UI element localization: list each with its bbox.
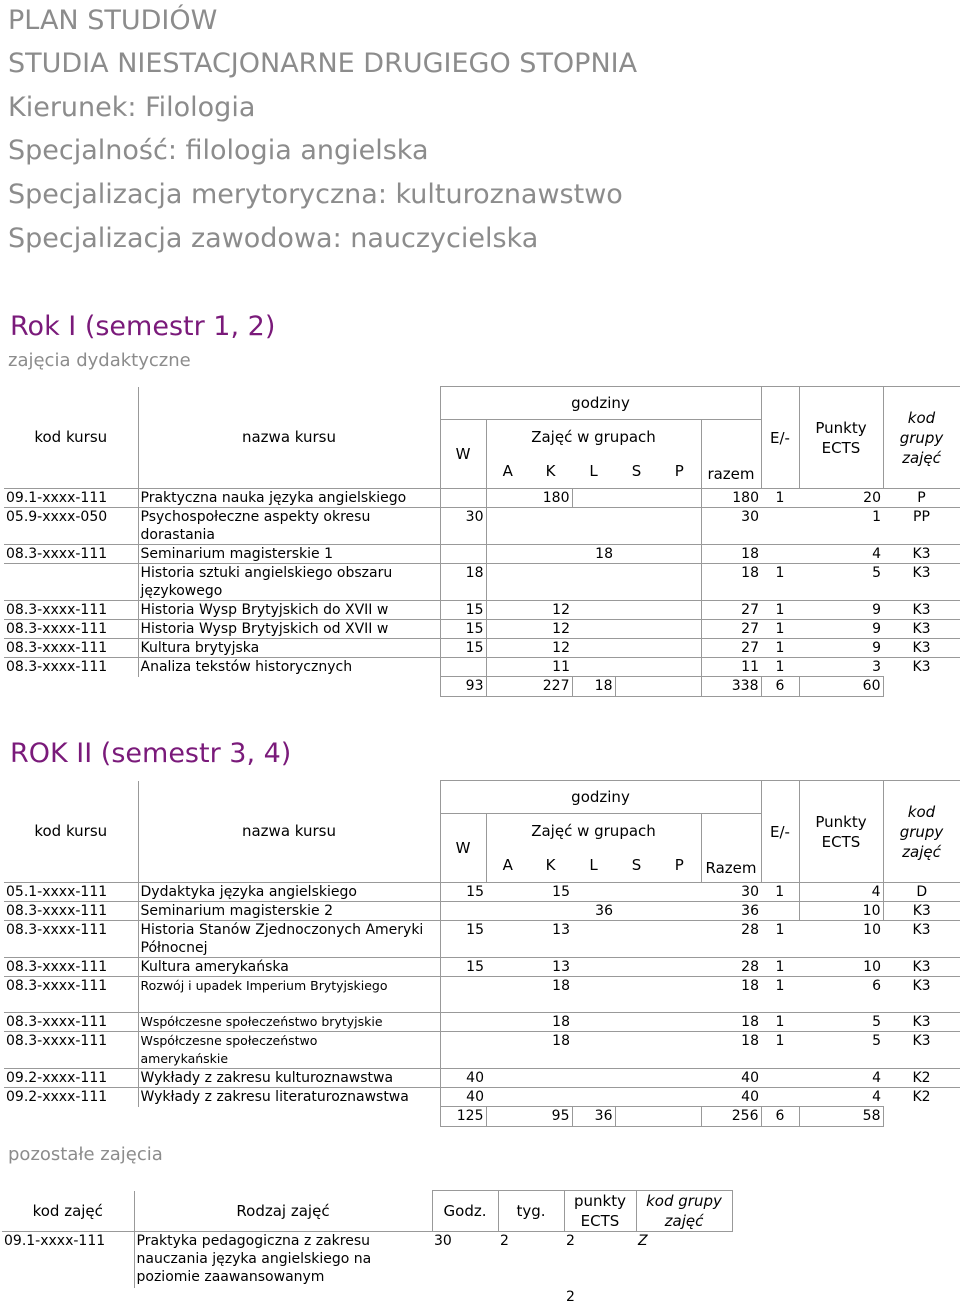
ects-cell: 10: [799, 921, 883, 958]
table-row: [4, 489, 960, 508]
s-cell: [615, 489, 658, 508]
ects-cell: 9: [799, 601, 883, 620]
ects-cell: 5: [799, 564, 883, 601]
ects-cell: 10: [799, 958, 883, 977]
p-cell: [658, 620, 701, 639]
e-cell: [761, 545, 799, 564]
w-cell: 40: [440, 1069, 486, 1088]
kod-cell: 05.9-xxxx-050: [4, 508, 138, 545]
razem-cell: 11: [701, 658, 761, 677]
rodzaj-cell: Praktyka pedagogiczna z zakresu nauczania języka angielskiego na poziomie zaawansowanym: [134, 1232, 432, 1288]
p-cell: [658, 902, 701, 921]
ects-cell: 4: [799, 1088, 883, 1107]
s-cell: [615, 545, 658, 564]
grupa-cell: K3: [883, 958, 960, 977]
s-cell: [615, 658, 658, 677]
a-cell: 15: [486, 883, 572, 902]
other-title: pozostałe zajęcia: [8, 1144, 163, 1165]
grupa-cell: K3: [883, 1013, 960, 1032]
a-cell: 180: [486, 489, 572, 508]
a-cell: 18: [486, 1032, 572, 1069]
table-row: [4, 977, 960, 1013]
razem-cell: 40: [701, 1088, 761, 1107]
grupa-cell: PP: [883, 508, 960, 545]
e-cell: 1: [761, 564, 799, 601]
s-cell: [615, 620, 658, 639]
grupa-cell: D: [883, 883, 960, 902]
other-table: [2, 1190, 733, 1306]
grupa-cell: K3: [883, 902, 960, 921]
col-godziny: godziny: [440, 781, 761, 814]
razem-cell: 36: [701, 902, 761, 921]
ects-cell: 10: [799, 902, 883, 921]
kod-cell: 08.3-xxxx-111: [4, 658, 138, 677]
col-razem: razem: [701, 420, 761, 489]
razem-cell: 18: [701, 977, 761, 1013]
nazwa-cell: Współczesne społeczeństwo brytyjskie: [138, 1013, 440, 1032]
p-cell: [658, 977, 701, 1013]
p-cell: [658, 658, 701, 677]
nazwa-cell: Wykłady z zakresu literaturoznawstwa: [138, 1088, 440, 1107]
total-ects: 58: [799, 1107, 883, 1127]
year1-subtitle: zajęcia dydaktyczne: [8, 350, 191, 371]
e-cell: 1: [761, 1032, 799, 1069]
grupa-cell: K2: [883, 1069, 960, 1088]
kod-cell: 05.1-xxxx-111: [4, 883, 138, 902]
e-cell: 1: [761, 958, 799, 977]
ects-cell: 9: [799, 620, 883, 639]
col-ects: punkty ECTS: [564, 1191, 636, 1232]
col-w: W: [440, 420, 486, 489]
table-row: [4, 902, 960, 921]
col-zajec-w-grupach: Zajęć w grupach: [486, 814, 701, 848]
col-kod-grupy: kod grupy zajęć: [883, 781, 960, 883]
table-row: [4, 921, 960, 958]
razem-cell: 180: [701, 489, 761, 508]
total-ects: 2: [566, 1288, 575, 1305]
s-cell: [615, 921, 658, 958]
kod-cell: [4, 564, 138, 601]
a-cell: [486, 508, 572, 545]
kod-cell: 08.3-xxxx-111: [4, 639, 138, 658]
col-p: P: [658, 848, 701, 883]
col-kod-grupy: kod grupy zajęć: [883, 387, 960, 489]
p-cell: [658, 545, 701, 564]
totals-row: [4, 677, 960, 697]
a-cell: [486, 1069, 572, 1088]
l-cell: [572, 958, 615, 977]
p-cell: [658, 1013, 701, 1032]
col-a: A: [502, 855, 513, 874]
l-cell: [572, 620, 615, 639]
col-rodzaj-zajec: Rodzaj zajęć: [134, 1191, 432, 1232]
razem-cell: 18: [701, 564, 761, 601]
ects-cell: 20: [799, 489, 883, 508]
ects-cell: 3: [799, 658, 883, 677]
ects-cell: 5: [799, 1032, 883, 1069]
p-cell: [658, 639, 701, 658]
a-cell: 18: [486, 977, 572, 1013]
e-cell: 1: [761, 489, 799, 508]
e-cell: [761, 508, 799, 545]
e-cell: 1: [761, 639, 799, 658]
nazwa-cell: Historia Stanów Zjednoczonych Ameryki Północnej: [138, 921, 440, 958]
grupa-cell: K3: [883, 977, 960, 1013]
totals-row: [4, 1107, 960, 1127]
p-cell: [658, 1088, 701, 1107]
table-row: [4, 1032, 960, 1069]
col-egzamin: E/-: [761, 387, 799, 489]
header-line-4: Specjalność: filologia angielska: [8, 135, 429, 166]
e-cell: [761, 1088, 799, 1107]
p-cell: [658, 489, 701, 508]
l-cell: [572, 1069, 615, 1088]
nazwa-cell: Psychospołeczne aspekty okresu dorastania: [138, 508, 440, 545]
w-cell: 15: [440, 639, 486, 658]
kod-cell: 08.3-xxxx-111: [4, 620, 138, 639]
s-cell: [615, 883, 658, 902]
col-s: S: [631, 855, 642, 874]
l-cell: [572, 639, 615, 658]
table-row: [2, 1232, 732, 1288]
table-row: [4, 1088, 960, 1107]
table-row: [4, 545, 960, 564]
nazwa-cell: Seminarium magisterskie 1: [138, 545, 440, 564]
w-cell: 15: [440, 883, 486, 902]
nazwa-cell: Dydaktyka języka angielskiego: [138, 883, 440, 902]
w-cell: [440, 545, 486, 564]
a-cell: 11: [486, 658, 572, 677]
p-cell: [658, 883, 701, 902]
col-p: P: [658, 454, 701, 489]
e-cell: [761, 1069, 799, 1088]
razem-cell: 28: [701, 958, 761, 977]
col-tyg: tyg.: [498, 1191, 564, 1232]
grupa-cell: K2: [883, 1088, 960, 1107]
razem-cell: 18: [701, 1032, 761, 1069]
col-egzamin: E/-: [761, 781, 799, 883]
kod-cell: 08.3-xxxx-111: [4, 958, 138, 977]
totals-row: [2, 1288, 732, 1306]
grupa-cell: K3: [883, 564, 960, 601]
e-cell: [761, 902, 799, 921]
razem-cell: 40: [701, 1069, 761, 1088]
col-godz: Godz.: [432, 1191, 498, 1232]
kod-cell: 09.1-xxxx-111: [4, 489, 138, 508]
kod-cell: 09.2-xxxx-111: [4, 1088, 138, 1107]
e-cell: 1: [761, 921, 799, 958]
s-cell: [615, 1013, 658, 1032]
w-cell: 15: [440, 620, 486, 639]
grupa-cell: K3: [883, 1032, 960, 1069]
total-w: 125: [440, 1107, 486, 1127]
w-cell: 18: [440, 564, 486, 601]
s-cell: [615, 1032, 658, 1069]
year1-title: Rok I (semestr 1, 2): [10, 311, 276, 342]
table-row: [4, 620, 960, 639]
e-cell: 1: [761, 1013, 799, 1032]
p-cell: [658, 921, 701, 958]
a-cell: 13: [486, 921, 572, 958]
s-cell: [615, 564, 658, 601]
table-row: [4, 639, 960, 658]
col-l: L: [589, 461, 598, 480]
razem-cell: 27: [701, 601, 761, 620]
kod-cell: 09.2-xxxx-111: [4, 1069, 138, 1088]
header-line-2: STUDIA NIESTACJONARNE DRUGIEGO STOPNIA: [8, 48, 638, 79]
header-line-6: Specjalizacja zawodowa: nauczycielska: [8, 223, 539, 254]
razem-cell: 27: [701, 620, 761, 639]
e-cell: 1: [761, 883, 799, 902]
grupa-cell: K3: [883, 639, 960, 658]
total-ects: 60: [799, 677, 883, 697]
ects-cell: 4: [799, 1069, 883, 1088]
total-a: 227: [486, 677, 572, 697]
s-cell: [615, 1069, 658, 1088]
godz-cell: 30: [432, 1232, 498, 1288]
nazwa-cell: Seminarium magisterskie 2: [138, 902, 440, 921]
ects-cell: 5: [799, 1013, 883, 1032]
razem-cell: 30: [701, 883, 761, 902]
table-row: [4, 1013, 960, 1032]
col-kod-kursu: kod kursu: [4, 781, 138, 883]
razem-cell: 28: [701, 921, 761, 958]
s-cell: [615, 639, 658, 658]
col-nazwa-kursu: nazwa kursu: [138, 387, 440, 489]
l-cell: [572, 1013, 615, 1032]
nazwa-cell: Kultura amerykańska: [138, 958, 440, 977]
header-line-1: PLAN STUDIÓW: [8, 5, 218, 36]
a-cell: 18: [486, 1013, 572, 1032]
kod-cell: 09.1-xxxx-111: [2, 1232, 134, 1288]
total-razem: 338: [701, 677, 761, 697]
nazwa-cell: Historia sztuki angielskiego obszaru językowego: [138, 564, 440, 601]
kod-cell: 08.3-xxxx-111: [4, 545, 138, 564]
col-kod-zajec: kod zajęć: [2, 1191, 134, 1232]
kod-cell: 08.3-xxxx-111: [4, 977, 138, 1013]
a-cell: 12: [486, 601, 572, 620]
ects-cell: 4: [799, 883, 883, 902]
l-cell: [572, 508, 615, 545]
col-nazwa-kursu: nazwa kursu: [138, 781, 440, 883]
total-razem: 256: [701, 1107, 761, 1127]
a-cell: [486, 564, 572, 601]
col-ects: Punkty ECTS: [799, 781, 883, 883]
nazwa-cell: Wykłady z zakresu kulturoznawstwa: [138, 1069, 440, 1088]
s-cell: [615, 1088, 658, 1107]
nazwa-cell: Rozwój i upadek Imperium Brytyjskiego: [138, 977, 440, 1013]
l-cell: [572, 921, 615, 958]
w-cell: [440, 977, 486, 1013]
grupa-cell: K3: [883, 658, 960, 677]
col-w: W: [440, 814, 486, 883]
a-cell: 12: [486, 639, 572, 658]
a-cell: 13: [486, 958, 572, 977]
a-cell: [486, 1088, 572, 1107]
col-k: K: [545, 461, 556, 480]
table-row: [4, 564, 960, 601]
s-cell: [615, 977, 658, 1013]
col-a: A: [502, 461, 513, 480]
w-cell: 15: [440, 601, 486, 620]
kod-cell: 08.3-xxxx-111: [4, 902, 138, 921]
e-cell: 1: [761, 658, 799, 677]
grupa-cell: Z: [636, 1232, 732, 1288]
nazwa-cell: Praktyczna nauka języka angielskiego: [138, 489, 440, 508]
grupa-cell: K3: [883, 545, 960, 564]
w-cell: [440, 1032, 486, 1069]
p-cell: [658, 1069, 701, 1088]
ects-cell: 6: [799, 977, 883, 1013]
s-cell: [615, 902, 658, 921]
s-cell: [615, 601, 658, 620]
l-cell: [572, 564, 615, 601]
col-kod-kursu: kod kursu: [4, 387, 138, 489]
kod-cell: 08.3-xxxx-111: [4, 921, 138, 958]
a-cell: 12: [486, 620, 572, 639]
grupa-cell: K3: [883, 601, 960, 620]
s-cell: [615, 508, 658, 545]
table-row: [4, 508, 960, 545]
nazwa-cell: Historia Wysp Brytyjskich od XVII w: [138, 620, 440, 639]
header-line-3: Kierunek: Filologia: [8, 92, 256, 123]
l-cell: 18: [572, 545, 615, 564]
nazwa-cell: Współczesne społeczeństwo amerykańskie: [138, 1032, 440, 1069]
nazwa-cell: Kultura brytyjska: [138, 639, 440, 658]
nazwa-cell: Analiza tekstów historycznych: [138, 658, 440, 677]
p-cell: [658, 564, 701, 601]
razem-cell: 18: [701, 1013, 761, 1032]
a-cell: [486, 902, 572, 921]
total-e: 6: [761, 1107, 799, 1127]
grupa-cell: K3: [883, 921, 960, 958]
total-e: 6: [761, 677, 799, 697]
e-cell: 1: [761, 977, 799, 1013]
razem-cell: 18: [701, 545, 761, 564]
w-cell: 15: [440, 958, 486, 977]
col-k: K: [545, 855, 556, 874]
col-s: S: [631, 461, 642, 480]
razem-cell: 30: [701, 508, 761, 545]
e-cell: 1: [761, 620, 799, 639]
razem-cell: 27: [701, 639, 761, 658]
year2-title: ROK II (semestr 3, 4): [10, 738, 292, 769]
table-row: [4, 883, 960, 902]
nazwa-cell: Historia Wysp Brytyjskich do XVII w: [138, 601, 440, 620]
year2-table: [4, 780, 960, 1127]
w-cell: [440, 489, 486, 508]
w-cell: [440, 1013, 486, 1032]
total-l: 36: [572, 1107, 615, 1127]
grupa-cell: K3: [883, 620, 960, 639]
col-l: L: [589, 855, 598, 874]
l-cell: [572, 658, 615, 677]
kod-cell: 08.3-xxxx-111: [4, 601, 138, 620]
tyg-cell: 2: [498, 1232, 564, 1288]
p-cell: [658, 1032, 701, 1069]
table-row: [4, 658, 960, 677]
col-razem: Razem: [701, 814, 761, 883]
a-cell: [486, 545, 572, 564]
col-godziny: godziny: [440, 387, 761, 420]
w-cell: 30: [440, 508, 486, 545]
s-cell: [615, 958, 658, 977]
ects-cell: 9: [799, 639, 883, 658]
w-cell: 40: [440, 1088, 486, 1107]
w-cell: [440, 902, 486, 921]
l-cell: 36: [572, 902, 615, 921]
ects-cell: 2: [564, 1232, 636, 1288]
ects-cell: 4: [799, 545, 883, 564]
table-row: [4, 958, 960, 977]
grupa-cell: P: [883, 489, 960, 508]
l-cell: [572, 1032, 615, 1069]
total-l: 18: [572, 677, 615, 697]
col-kod-grupy: kod grupy zajęć: [636, 1191, 732, 1232]
year1-table: [4, 386, 960, 697]
w-cell: [440, 658, 486, 677]
total-a: 95: [486, 1107, 572, 1127]
col-ects: Punkty ECTS: [799, 387, 883, 489]
table-row: [4, 601, 960, 620]
col-zajec-w-grupach: Zajęć w grupach: [486, 420, 701, 454]
table-row: [4, 1069, 960, 1088]
header-line-5: Specjalizacja merytoryczna: kulturoznawstwo: [8, 179, 623, 210]
total-w: 93: [440, 677, 486, 697]
kod-cell: 08.3-xxxx-111: [4, 1013, 138, 1032]
p-cell: [658, 958, 701, 977]
l-cell: [572, 883, 615, 902]
ects-cell: 1: [799, 508, 883, 545]
l-cell: [572, 977, 615, 1013]
l-cell: [572, 1088, 615, 1107]
l-cell: [572, 489, 615, 508]
kod-cell: 08.3-xxxx-111: [4, 1032, 138, 1069]
p-cell: [658, 601, 701, 620]
w-cell: 15: [440, 921, 486, 958]
p-cell: [658, 508, 701, 545]
l-cell: [572, 601, 615, 620]
e-cell: 1: [761, 601, 799, 620]
